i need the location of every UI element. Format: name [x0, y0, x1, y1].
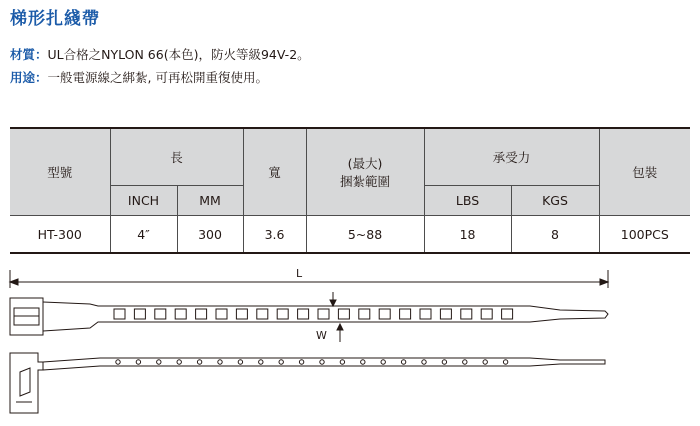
strap-ridge [299, 360, 303, 364]
strap-ridge [483, 360, 487, 364]
strap-slot [502, 309, 513, 319]
strap-ridge [422, 360, 426, 364]
table-row [10, 216, 690, 254]
strap-ridge [157, 360, 161, 364]
header-tensile: 承受力 [424, 128, 599, 186]
header-length: 長 [110, 128, 243, 186]
header-bundle [306, 128, 424, 216]
tie-strap-top [43, 302, 608, 331]
header-lbs: LBS [424, 186, 511, 216]
strap-ridge [177, 360, 181, 364]
cell-inch: 4″ [110, 216, 177, 254]
strap-slot [318, 309, 329, 319]
strap-slot [175, 309, 186, 319]
cell-model: HT-300 [10, 216, 110, 254]
header-kgs: KGS [511, 186, 599, 216]
strap-ridge [218, 360, 222, 364]
strap-slot [359, 309, 370, 319]
strap-ridge [116, 360, 120, 364]
width-label: W [316, 329, 327, 342]
header-width: 寬 [243, 128, 306, 216]
strap-slot [298, 309, 309, 319]
tie-strap-side [43, 358, 605, 370]
spec-table [10, 127, 690, 254]
material-label: 材質： [10, 47, 48, 62]
strap-slot [114, 309, 125, 319]
cell-package: 100PCS [599, 216, 690, 254]
strap-slot [216, 309, 227, 319]
header-inch: INCH [110, 186, 177, 216]
strap-ridge [361, 360, 365, 364]
header-model: 型號 [10, 128, 110, 216]
usage-value: 一般電源線之綁紮, 可再松開重復使用。 [47, 70, 268, 85]
header-bundle-range: 捆紮範圍 [340, 174, 391, 189]
usage-label: 用途： [10, 70, 48, 85]
cell-kgs: 8 [511, 216, 599, 254]
strap-slot [440, 309, 451, 319]
strap-slot [196, 309, 207, 319]
width-arrowhead-top [330, 300, 336, 306]
strap-slot [134, 309, 145, 319]
strap-slot [400, 309, 411, 319]
strap-ridge [238, 360, 242, 364]
width-arrowhead-bottom [337, 324, 343, 330]
strap-slot [277, 309, 288, 319]
strap-ridge [463, 360, 467, 364]
strap-ridge [381, 360, 385, 364]
strap-slot [420, 309, 431, 319]
strap-ridge [503, 360, 507, 364]
header-bundle-max: (最大) [347, 156, 383, 171]
material-spec [10, 45, 310, 63]
strap-slot [338, 309, 349, 319]
strap-ridge [259, 360, 263, 364]
page-title: 梯形扎綫帶 [10, 9, 100, 29]
strap-slot [481, 309, 492, 319]
usage-spec [10, 68, 268, 86]
cell-lbs: 18 [424, 216, 511, 254]
strap-slots [114, 309, 513, 319]
dim-arrow-right [600, 279, 608, 285]
strap-side-ridges [116, 360, 508, 364]
header-mm: MM [177, 186, 243, 216]
strap-ridge [279, 360, 283, 364]
strap-slot [155, 309, 166, 319]
strap-slot [379, 309, 390, 319]
tie-head-side-pawl [20, 368, 30, 396]
strap-slot [236, 309, 247, 319]
strap-ridge [320, 360, 324, 364]
strap-ridge [197, 360, 201, 364]
tie-head-side [10, 353, 43, 413]
strap-ridge [401, 360, 405, 364]
strap-slot [461, 309, 472, 319]
strap-ridge [340, 360, 344, 364]
cell-width: 3.6 [243, 216, 306, 254]
header-package: 包裝 [599, 128, 690, 216]
cell-bundle: 5~88 [306, 216, 424, 254]
strap-ridge [136, 360, 140, 364]
strap-slot [257, 309, 268, 319]
cell-mm: 300 [177, 216, 243, 254]
dim-arrow-left [10, 279, 18, 285]
material-value: UL合格之NYLON 66(本色)，防火等級94V-2。 [47, 47, 310, 62]
cable-tie-drawing [0, 262, 700, 426]
length-label: L [296, 267, 303, 280]
strap-ridge [442, 360, 446, 364]
